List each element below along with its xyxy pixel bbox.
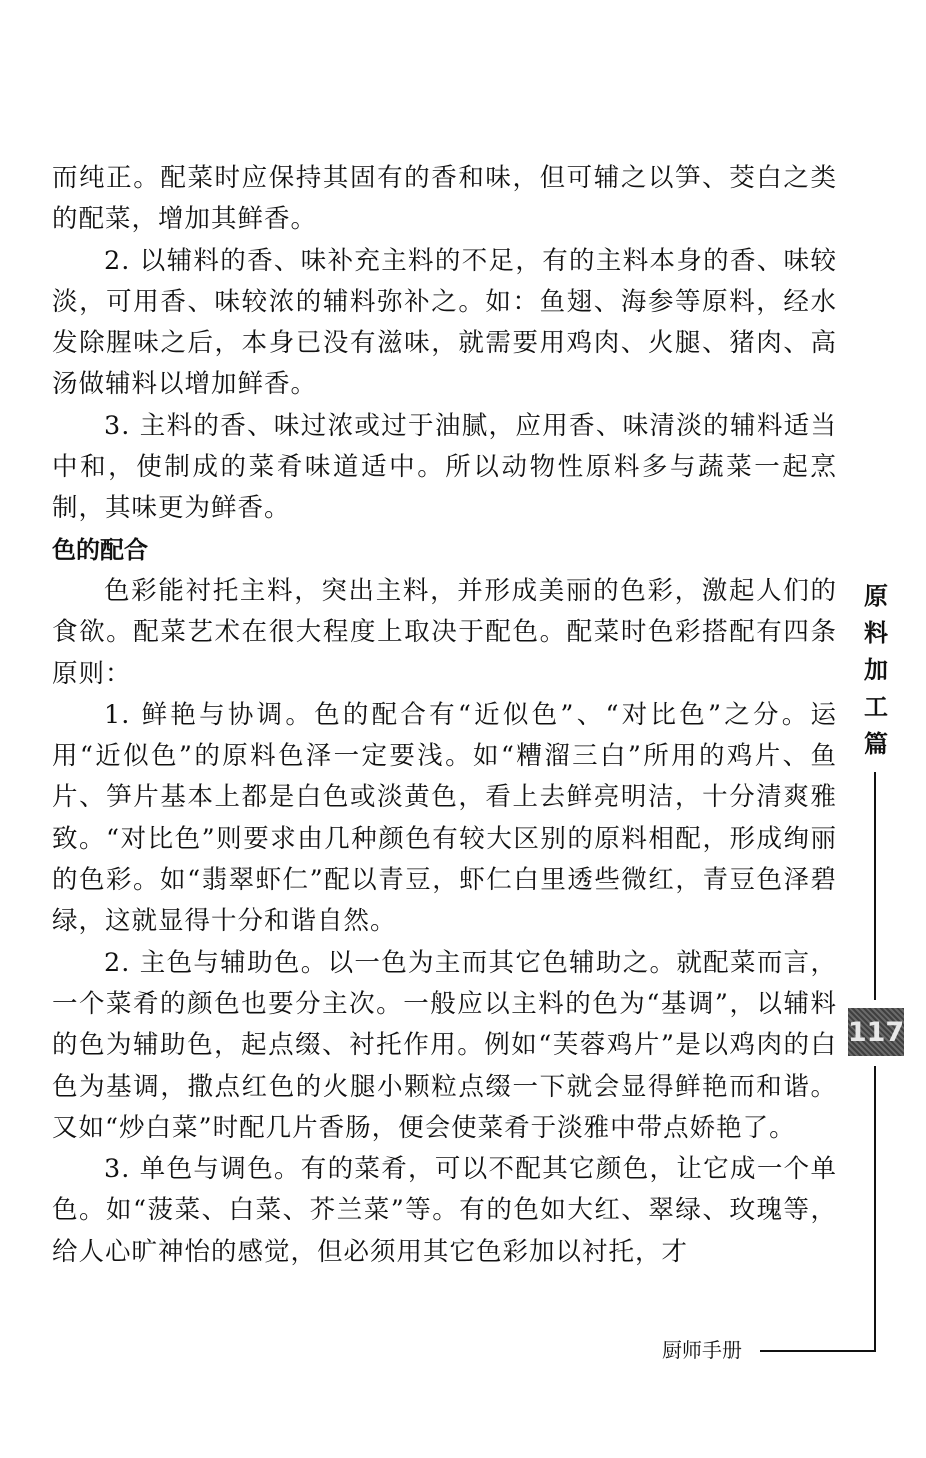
- footer-rule: [760, 1350, 876, 1352]
- side-title-char: 篇: [864, 730, 888, 758]
- side-title-char: 加: [864, 656, 888, 684]
- paragraph-item-3: 3. 主料的香、味过浓或过于油腻，应用香、味清淡的辅料适当中和，使制成的菜肴味道适中。所以动物性原料多与蔬菜一起烹制，其味更为鲜香。: [52, 410, 837, 524]
- paragraph-principle-2: 2. 主色与辅助色。以一色为主而其它色辅助之。就配菜而言，一个菜肴的颜色也要分主次。一般应以主料的色为“基调”，以辅料的色为辅助色，起点缀、衬托作用。例如“芙蓉鸡片”是以鸡肉的白色为基调，撒点红色的火腿小颗粒点缀一下就会显得鲜艳而和谐。又如“炒白菜”时配几片香肠，便会使菜肴于淡雅中带点娇艳了。: [52, 947, 837, 1143]
- margin-rule-top: [874, 772, 876, 1000]
- paragraph-continuation: 而纯正。配菜时应保持其固有的香和味，但可辅之以笋、茭白之类的配菜，增加其鲜香。: [52, 163, 837, 235]
- side-title-char: 工: [864, 693, 888, 721]
- paragraph-principle-1: 1. 鲜艳与协调。色的配合有“近似色”、“对比色”之分。运用“近似色”的原料色泽一定要浅。如“糟溜三白”所用的鸡片、鱼片、笋片基本上都是白色或淡黄色，看上去鲜亮明洁，十分清爽雅致。“对比色”则要求由几种颜色有较大区别的原料相配，形成绚丽的色彩。如“翡翠虾仁”配以青豆，虾仁白里透些微红，青豆色泽碧绿，这就显得十分和谐自然。: [52, 699, 837, 937]
- paragraph-principle-3: 3. 单色与调色。有的菜肴，可以不配其它颜色，让它成一个单色。如“菠菜、白菜、芥兰菜”等。有的色如大红、翠绿、玫瑰等，给人心旷神怡的感觉，但必须用其它色彩加以衬托，才: [52, 1154, 837, 1267]
- side-title-char: 原: [864, 582, 888, 610]
- section-heading: 色的配合: [52, 535, 148, 564]
- body-text: [52, 158, 837, 1273]
- paragraph-intro: 色彩能衬托主料，突出主料，并形成美丽的色彩，激起人们的食欲。配菜艺术在很大程度上取决于配色。配菜时色彩搭配有四条原则：: [52, 575, 837, 689]
- page-number-box: [848, 1008, 904, 1056]
- margin-rule-bottom: [874, 1066, 876, 1352]
- chapter-side-title: [856, 578, 896, 763]
- side-title-char: 料: [864, 619, 888, 647]
- paragraph-item-2: 2. 以辅料的香、味补充主料的不足，有的主料本身的香、味较淡，可用香、味较浓的辅料弥补之。如：鱼翅、海参等原料，经水发除腥味之后，本身已没有滋味，就需要用鸡肉、火腿、猪肉、高汤做辅料以增加鲜香。: [52, 245, 837, 400]
- footer-book-title: 厨师手册: [662, 1338, 742, 1362]
- page-number: 117: [847, 1016, 905, 1048]
